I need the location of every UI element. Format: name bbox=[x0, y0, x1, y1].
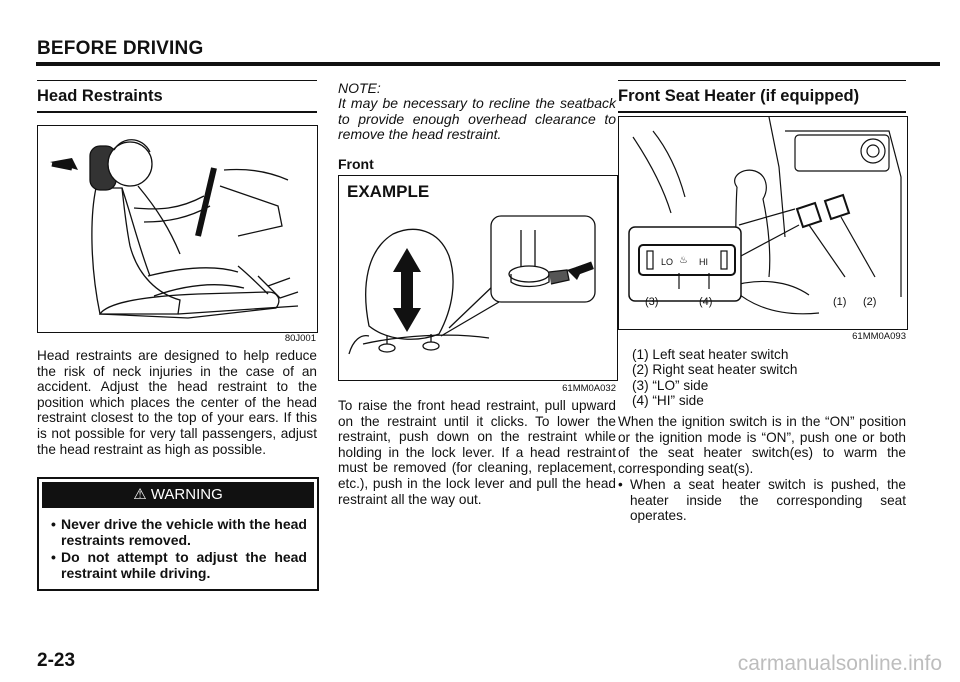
seat-heater-bullet: • When a seat heater switch is pushed, the heater inside the corresponding seat operates. bbox=[618, 477, 906, 524]
note-label: NOTE: bbox=[338, 80, 381, 96]
warning-item: • Never drive the vehicle with the head restraints removed. bbox=[51, 516, 307, 548]
head-restraint-adjust-instructions: To raise the front head restraint, pull upward on the restraint until it clicks. To lower the restraint, push down on the restraint while holding in the lock lever. If a head restraint must be removed (for cleaning, replacement, etc.), push in the lock lever and pull the head restraint all the way out. bbox=[338, 398, 616, 507]
list-item: (3) “LO” side bbox=[632, 377, 709, 393]
heading-front-seat-heater: Front Seat Heater (if equipped) bbox=[618, 80, 906, 113]
warning-title: WARNING bbox=[150, 486, 223, 503]
figure-code-80j001: 80J001 bbox=[284, 333, 316, 344]
list-item: (2) Right seat heater switch bbox=[632, 362, 798, 378]
figure-code-61mm0a093: 61MM0A093 bbox=[852, 331, 906, 342]
column-seat-heater bbox=[618, 66, 906, 113]
callout-2: (2) bbox=[863, 296, 877, 308]
head-restraint-description: Head restraints are designed to help reduce the risk of neck injuries in the case of an accident. Adjust the head restraint to the position which places the center of the head restraint closest to the top of your ears. If this is not possible for very tall passengers, adjust the head restraint as high as possible. bbox=[37, 348, 317, 457]
head-restraint-diagram bbox=[339, 176, 617, 380]
section-title: BEFORE DRIVING bbox=[37, 38, 204, 59]
console-illustration bbox=[619, 117, 907, 329]
list-item: (4) “HI” side bbox=[632, 393, 704, 409]
warning-triangle-icon: ⚠ bbox=[133, 486, 147, 503]
example-label: EXAMPLE bbox=[347, 182, 430, 201]
warning-box bbox=[37, 477, 319, 591]
callout-3: (3) bbox=[645, 296, 659, 308]
heading-head-restraints: Head Restraints bbox=[37, 80, 317, 113]
figure-driver-head-restraint bbox=[37, 125, 318, 333]
list-item: (1) Left seat heater switch bbox=[632, 347, 789, 362]
lo-switch-text: LO bbox=[661, 257, 674, 267]
column-head-restraints bbox=[37, 66, 317, 113]
note-text: It may be necessary to recline the seatback to provide enough overhead clearance to remove the head restraint. bbox=[338, 95, 616, 143]
column-head-restraint-adjust bbox=[338, 80, 616, 143]
figure-seat-heater-switch bbox=[618, 116, 908, 330]
warning-header bbox=[42, 482, 314, 508]
warning-item: • Do not attempt to adjust the head restraint while driving. bbox=[51, 549, 307, 581]
callout-4: (4) bbox=[699, 296, 713, 308]
hi-switch-text: HI bbox=[699, 257, 708, 267]
seat-heater-description: When the ignition switch is in the “ON” position or the ignition mode is “ON”, push one or both of the seat heater switch(es) to warm the corresponding seat(s). bbox=[618, 414, 906, 476]
figure-code-61mm0a032: 61MM0A032 bbox=[562, 383, 616, 394]
page-number: 2-23 bbox=[37, 650, 76, 671]
front-label: Front bbox=[338, 156, 374, 172]
figure-head-restraint-example bbox=[338, 175, 618, 381]
watermark: carmanualsonline.info bbox=[737, 652, 942, 675]
heater-icon: ♨ bbox=[679, 255, 688, 266]
callout-1: (1) bbox=[833, 296, 847, 308]
switch-legend-list bbox=[632, 347, 902, 409]
driver-illustration bbox=[38, 126, 317, 332]
warning-list bbox=[51, 516, 307, 581]
